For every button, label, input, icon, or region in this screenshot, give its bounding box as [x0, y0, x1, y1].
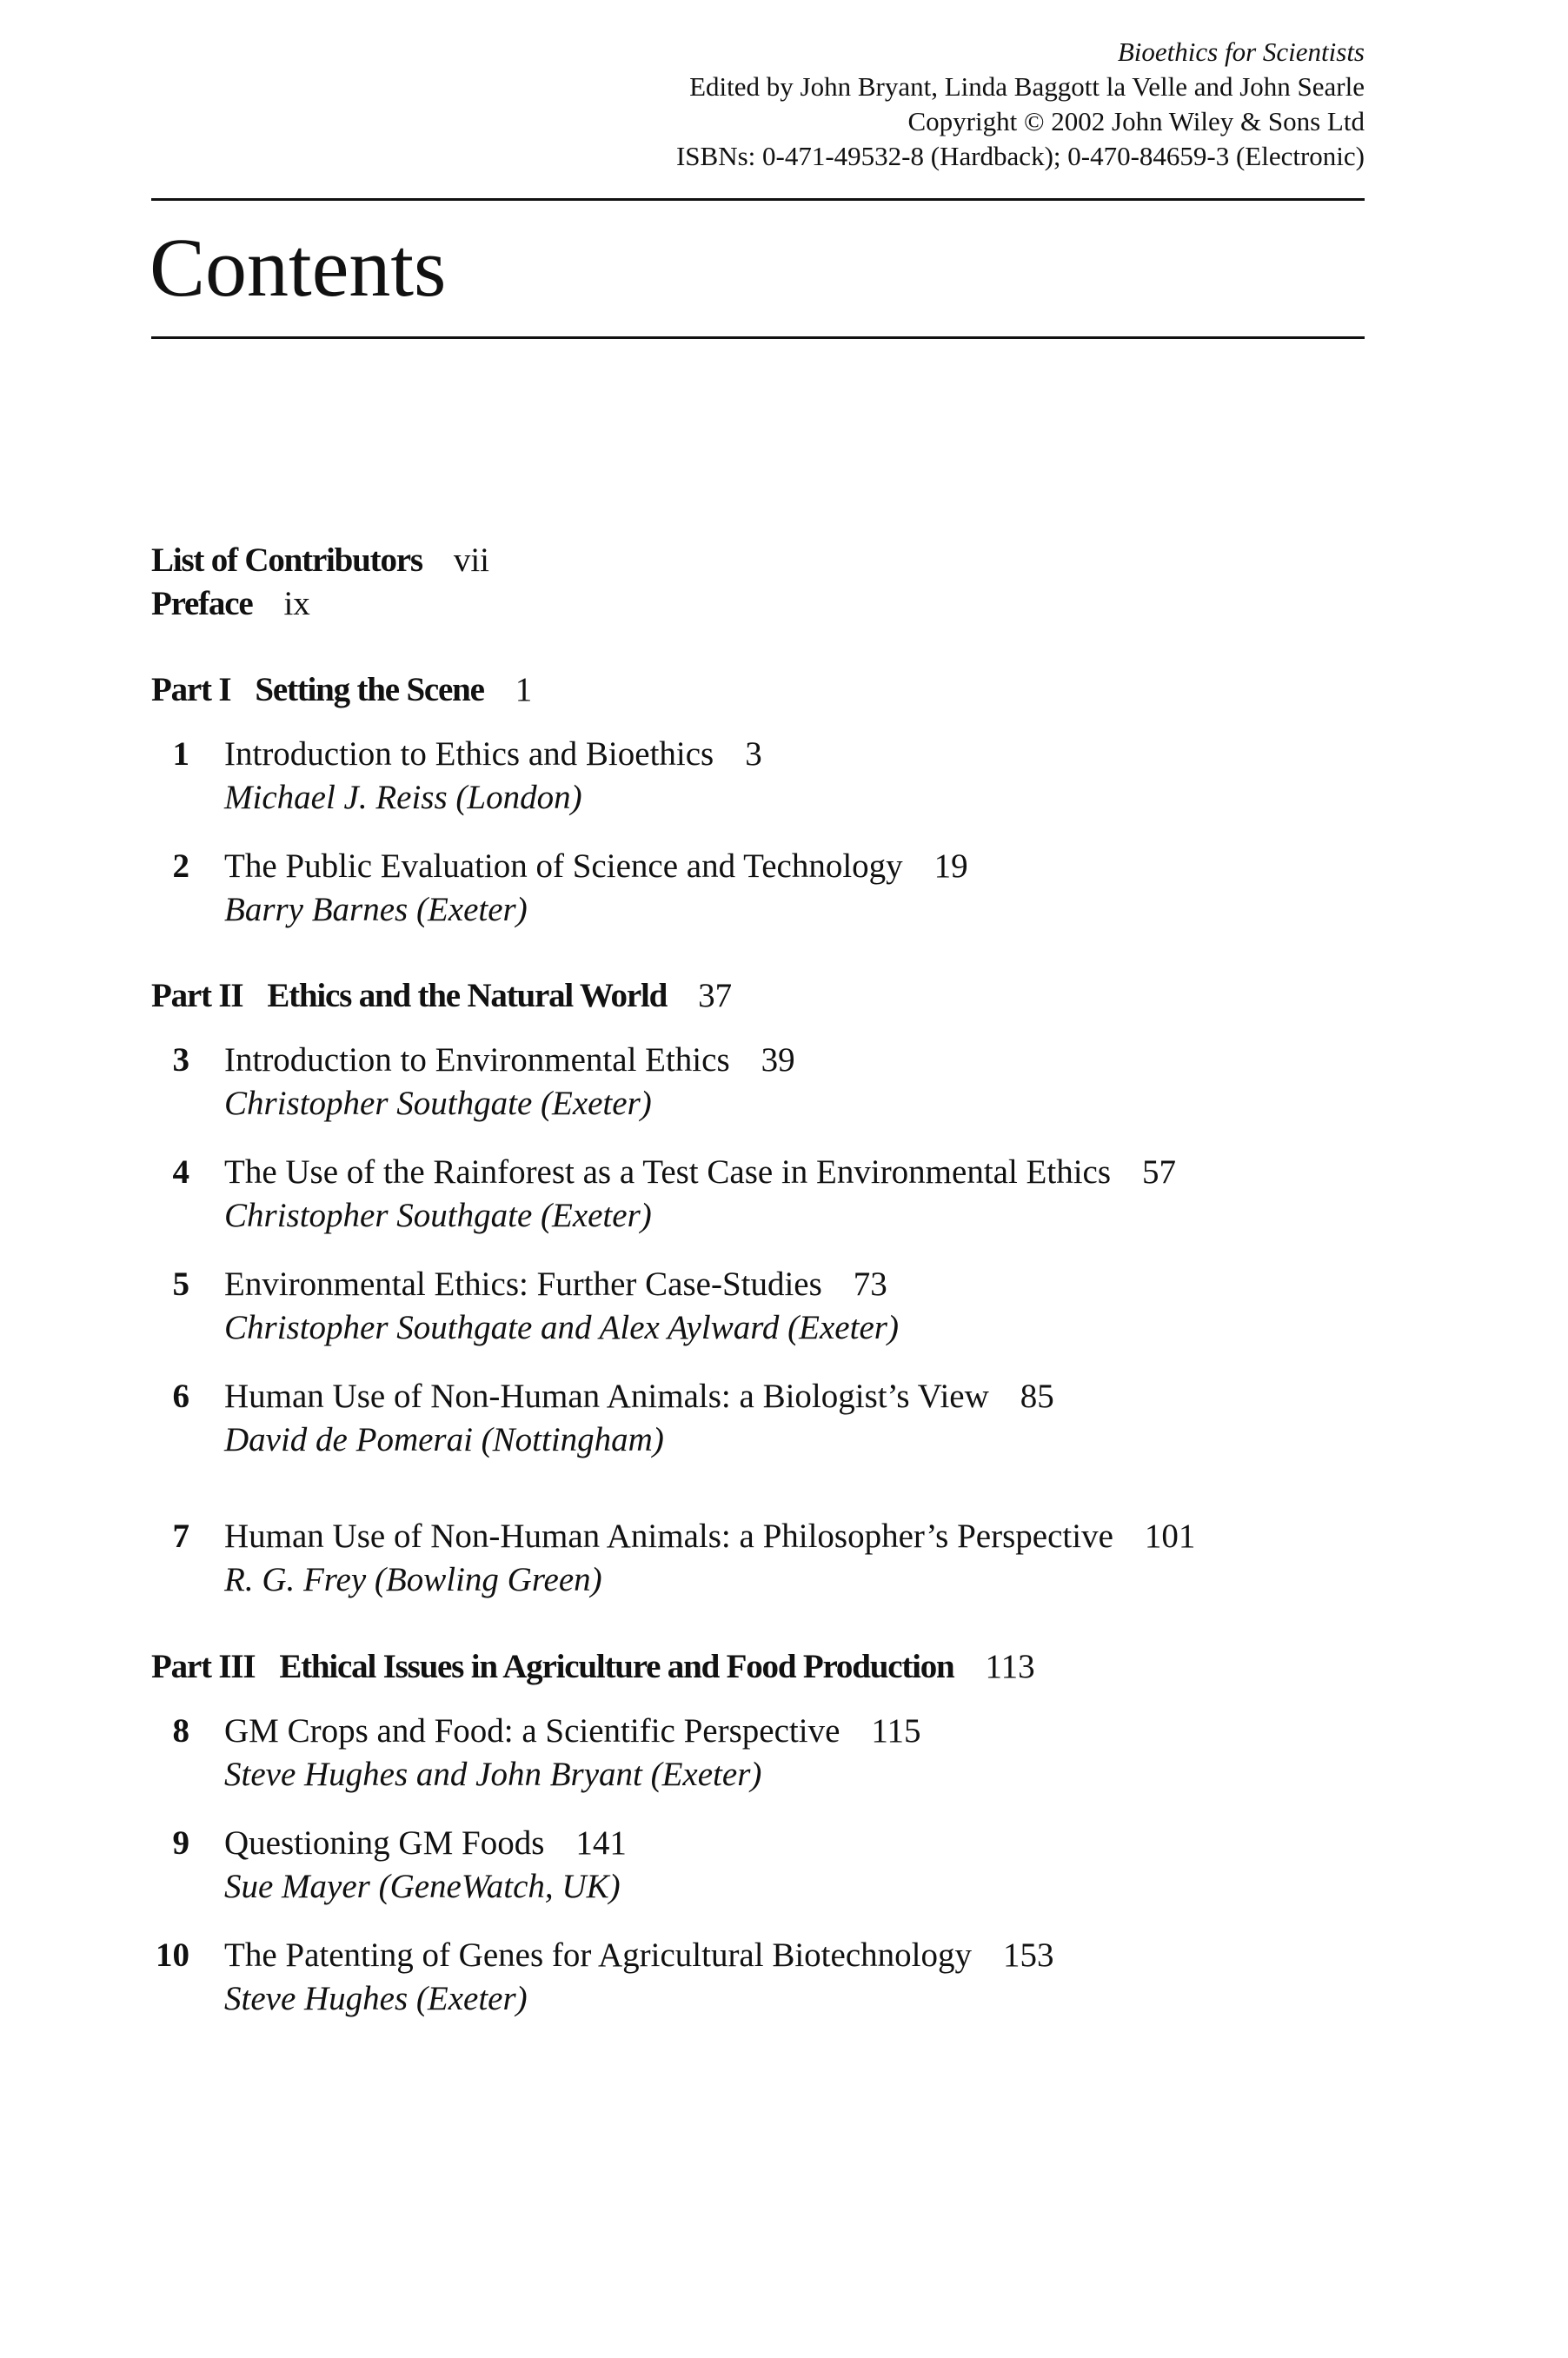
part-title: Setting the Scene: [255, 671, 484, 708]
toc-part-1[interactable]: [151, 668, 532, 712]
editors-line: Edited by John Bryant, Linda Baggott la Velle and John Searle: [689, 71, 1365, 102]
page-number: 73: [853, 1265, 887, 1303]
chapter-title: Introduction to Environmental Ethics: [224, 1041, 730, 1079]
toc-entry-preface[interactable]: [151, 582, 310, 626]
page-number: 3: [745, 735, 762, 773]
page-number: 113: [985, 1648, 1035, 1685]
part-label: Part I: [151, 671, 231, 708]
page-number: 115: [871, 1712, 921, 1750]
chapter-title: Human Use of Non-Human Animals: a Philosopher’s Perspective: [224, 1518, 1113, 1555]
part-label: Part II: [151, 977, 243, 1014]
part-title: Ethics and the Natural World: [267, 977, 668, 1014]
page-title: Contents: [149, 221, 447, 314]
chapter-number: 9: [172, 1824, 189, 1862]
front-matter-label: Preface: [151, 585, 253, 622]
chapter-number: 5: [172, 1265, 189, 1303]
chapter-title-line: [224, 1151, 1176, 1194]
page-number: 1: [515, 671, 533, 708]
chapter-title: The Patenting of Genes for Agricultural Biotechnology: [224, 1936, 972, 1974]
title-rule-bottom: [151, 336, 1365, 339]
page-number: 85: [1020, 1378, 1054, 1415]
isbn-line: ISBNs: 0-471-49532-8 (Hardback); 0-470-84659-3 (Electronic): [675, 141, 1365, 171]
toc-part-3[interactable]: [151, 1645, 1035, 1689]
chapter-number: 7: [172, 1518, 189, 1555]
chapter-title: GM Crops and Food: a Scientific Perspective: [224, 1712, 840, 1750]
chapter-title: Introduction to Ethics and Bioethics: [224, 735, 714, 773]
copyright-line: Copyright © 2002 John Wiley & Sons Ltd: [907, 106, 1365, 136]
chapter-author: R. G. Frey (Bowling Green): [224, 1561, 602, 1598]
chapter-author: Sue Mayer (GeneWatch, UK): [224, 1868, 621, 1905]
chapter-number: 8: [172, 1712, 189, 1750]
chapter-title: Human Use of Non-Human Animals: a Biologist’s View: [224, 1378, 989, 1415]
toc-entry-contributors[interactable]: [151, 539, 489, 582]
page-number: 39: [761, 1041, 795, 1079]
chapter-author: Christopher Southgate (Exeter): [224, 1197, 652, 1234]
chapter-author: Barry Barnes (Exeter): [224, 891, 528, 928]
chapter-number: 1: [172, 735, 189, 773]
chapter-number: 4: [172, 1153, 189, 1191]
page-number: 57: [1142, 1153, 1177, 1191]
chapter-title-line: [224, 733, 762, 776]
part-title: Ethical Issues in Agriculture and Food Production: [279, 1648, 954, 1685]
chapter-author: Steve Hughes (Exeter): [224, 1980, 528, 2017]
chapter-author: Christopher Southgate (Exeter): [224, 1085, 652, 1122]
chapter-title-line: [224, 1375, 1054, 1418]
chapter-title-line: [224, 1263, 899, 1306]
page-number: 153: [1002, 1936, 1054, 1974]
chapter-title: The Public Evaluation of Science and Technology: [224, 847, 903, 885]
chapter-author: David de Pomerai (Nottingham): [224, 1421, 664, 1458]
page-number: ix: [283, 585, 310, 622]
chapter-title-line: [224, 1822, 627, 1865]
chapter-author: Christopher Southgate and Alex Aylward (Exeter): [224, 1309, 899, 1346]
chapter-title-line: [224, 1710, 920, 1753]
page-number: 37: [698, 977, 733, 1014]
front-matter-label: List of Contributors: [151, 541, 422, 579]
chapter-title-line: [224, 1039, 795, 1082]
chapter-author: Michael J. Reiss (London): [224, 779, 582, 816]
toc-part-2[interactable]: [151, 974, 732, 1018]
chapter-number: 2: [172, 847, 189, 885]
book-title: Bioethics for Scientists: [1117, 37, 1365, 67]
chapter-title: Questioning GM Foods: [224, 1824, 545, 1862]
chapter-title-line: [224, 1515, 1195, 1558]
page-number: vii: [453, 541, 490, 579]
chapter-number: 6: [172, 1378, 189, 1415]
book-header: [676, 35, 1365, 174]
chapter-title-line: [224, 845, 968, 888]
page-number: 101: [1144, 1518, 1196, 1555]
page-number: 141: [575, 1824, 627, 1862]
part-label: Part III: [151, 1648, 256, 1685]
chapter-title: The Use of the Rainforest as a Test Case in Environmental Ethics: [224, 1153, 1112, 1191]
chapter-author: Steve Hughes and John Bryant (Exeter): [224, 1756, 762, 1793]
page-number: 19: [933, 847, 968, 885]
chapter-number: 3: [172, 1041, 189, 1079]
chapter-title: Environmental Ethics: Further Case-Studies: [224, 1265, 822, 1303]
chapter-title-line: [224, 1934, 1053, 1977]
title-rule-top: [151, 198, 1365, 201]
chapter-number: 10: [156, 1936, 189, 1974]
